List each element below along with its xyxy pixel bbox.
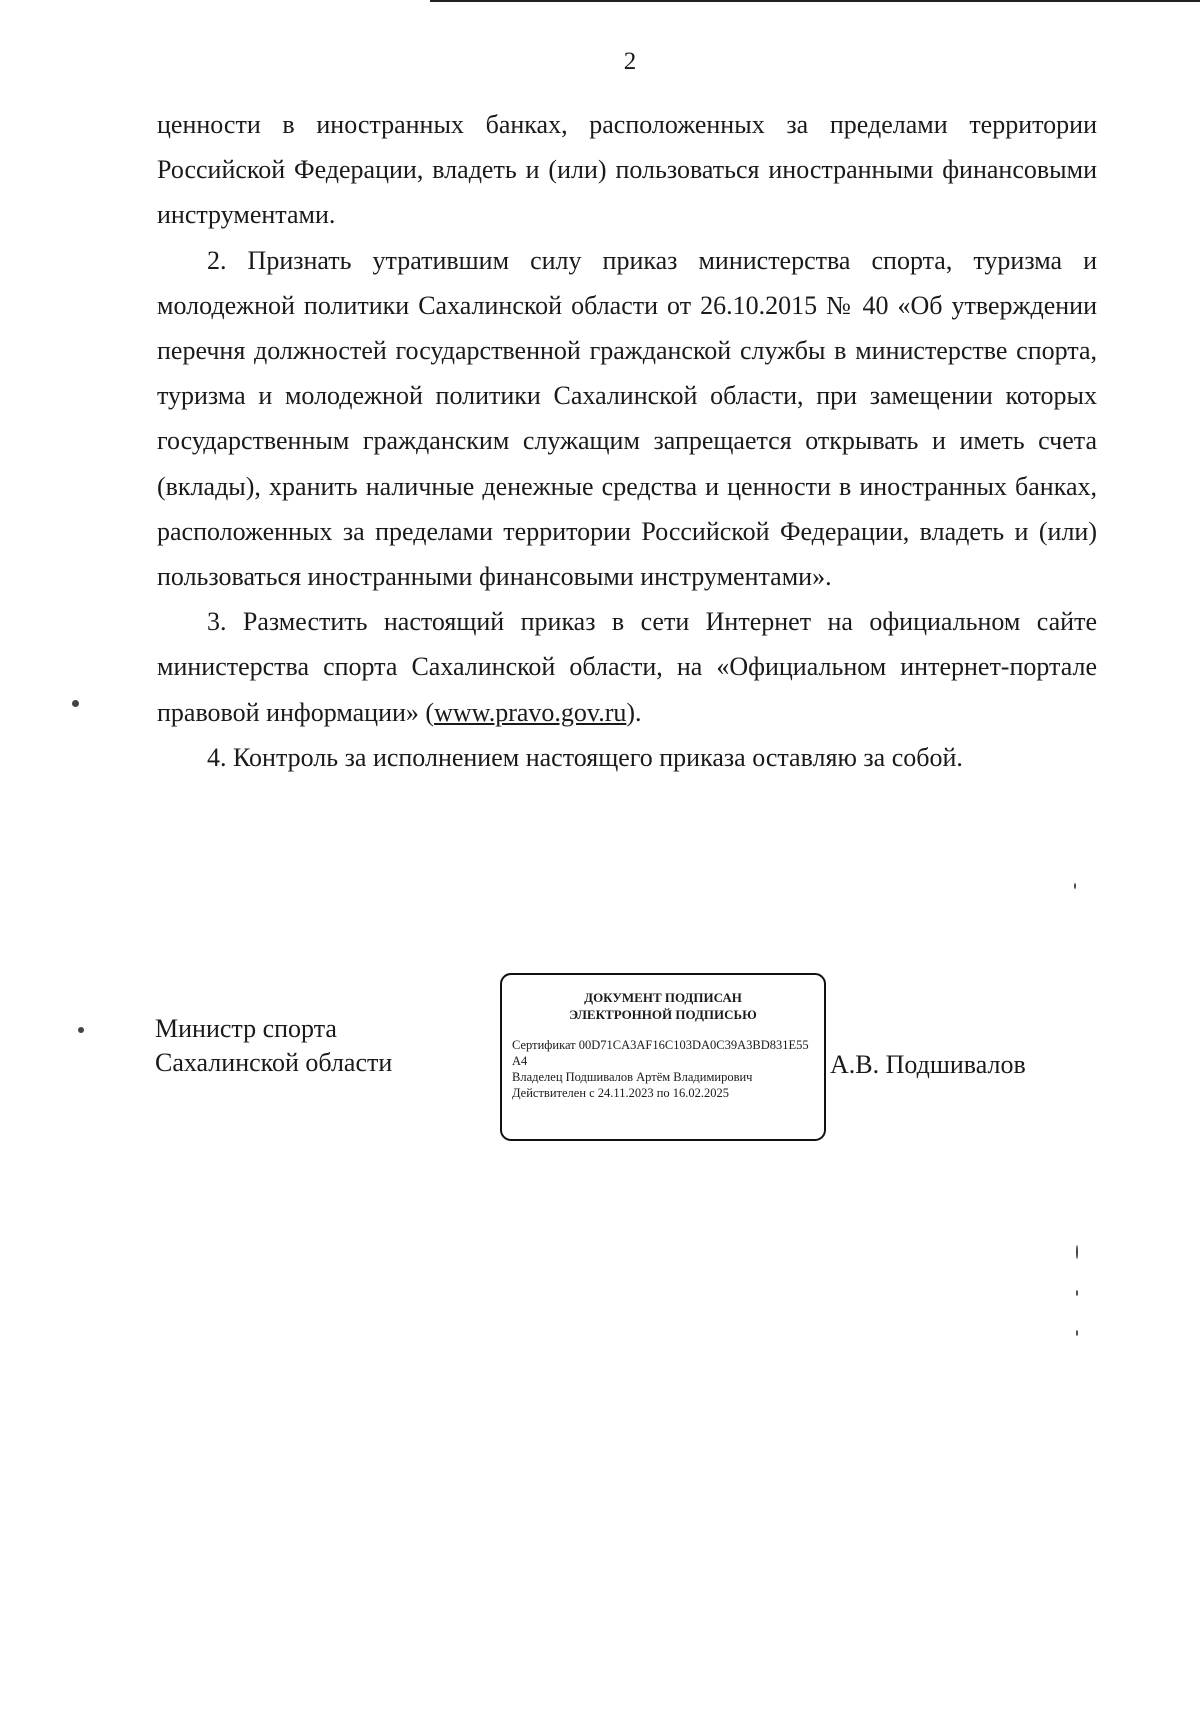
document-body — [157, 102, 1097, 780]
scan-speck — [1074, 883, 1076, 889]
paragraph-3-publish — [157, 599, 1097, 735]
scan-speck — [1076, 1245, 1078, 1259]
signatory-line-2: Сахалинской области — [155, 1048, 393, 1077]
stamp-title-line-1: ДОКУМЕНТ ПОДПИСАН — [584, 990, 742, 1005]
paragraph-continuation: ценности в иностранных банках, расположенных за пределами территории Российской Федерации, владеть и (или) пользоваться иностранными финансовыми инструментами. — [157, 110, 1097, 230]
signer-name: А.В. Подшивалов — [830, 1050, 1026, 1079]
paragraph-2-repeal: 2. Признать утратившим силу приказ министерства спорта, туризма и молодежной политики Сахалинской области от 26.10.2015 № 40 «Об утверждении перечня должностей государственной гражданской службы в министерстве спорта, туризма и молодежной политики Сахалинской области, при замещении которых государственным гражданским служащим запрещается открывать и иметь счета (вклады), хранить наличные денежные средства и ценности в иностранных банках, расположенных за пределами территории Российской Федерации, владеть и (или) пользоваться иностранными финансовыми инструментами». — [157, 245, 1097, 592]
electronic-signature-stamp — [500, 973, 826, 1141]
stamp-certificate: Сертификат 00D71CA3AF16C103DA0C39A3BD831E55A4 — [512, 1038, 809, 1068]
scan-speck — [78, 1027, 84, 1033]
stamp-owner: Владелец Подшивалов Артём Владимирович — [512, 1070, 753, 1084]
top-scan-edge — [430, 0, 1200, 2]
page-number: 2 — [623, 48, 637, 75]
paragraph-3-text-before: 3. Разместить настоящий приказ в сети Интернет на официальном сайте министерства спорта Сахалинской области, на «Официальном интернет-портале правовой информации» ( — [157, 607, 1097, 727]
scan-speck — [1076, 1290, 1078, 1296]
stamp-title — [512, 989, 814, 1023]
paragraph-3-text-after: ). — [626, 697, 642, 727]
signatory-title — [155, 1012, 392, 1080]
scan-speck — [72, 700, 79, 707]
scan-speck — [1076, 1330, 1078, 1336]
pravo-link[interactable]: www.pravo.gov.ru — [434, 697, 627, 727]
stamp-title-line-2: ЭЛЕКТРОННОЙ ПОДПИСЬЮ — [569, 1007, 757, 1022]
signatory-line-1: Министр спорта — [155, 1014, 337, 1043]
stamp-validity: Действителен с 24.11.2023 по 16.02.2025 — [512, 1086, 730, 1100]
paragraph-4-control: 4. Контроль за исполнением настоящего приказа оставляю за собой. — [207, 742, 963, 772]
